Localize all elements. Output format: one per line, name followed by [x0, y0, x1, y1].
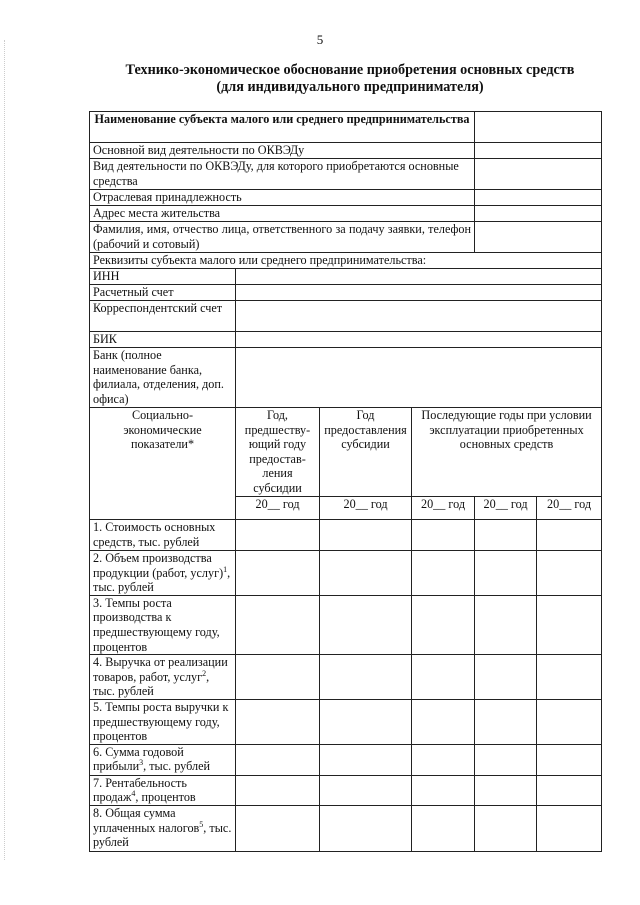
year-cell: 20__ год [412, 497, 475, 520]
bank-value[interactable] [236, 348, 602, 408]
year-cell: 20__ год [475, 497, 537, 520]
indicator-value-cell[interactable] [236, 699, 320, 744]
feasibility-form-table [89, 111, 602, 852]
page-number: 5 [316, 32, 324, 47]
indicator-unit: , тыс. рублей [93, 820, 232, 850]
bank-label: Банк (полное наименование банка, филиала, отделения, доп. офиса) [90, 348, 236, 408]
indicator-text: 8. Общая сумма уплаченных налогов [93, 805, 200, 835]
indicator-text: 7. Рентабельность продаж [93, 775, 187, 805]
contact-person-value[interactable] [475, 222, 602, 253]
indicator-rows [90, 520, 602, 852]
indicator-value-cell[interactable] [236, 775, 320, 805]
contact-person-label: Фамилия, имя, отчество лица, ответственного за подачу заявки, телефон (рабочий и сотовый) [90, 222, 475, 253]
indicator-value-cell[interactable] [475, 744, 537, 775]
bik-value[interactable] [236, 332, 602, 348]
indicator-value-cell[interactable] [537, 551, 602, 596]
corr-account-label: Корреспондентский счет [90, 301, 236, 332]
entity-name-header: Наименование субъекта малого или среднего предпринимательства [90, 112, 475, 143]
prev-year-column-header: Год, предшеству-ющий году предостав-ления субсидии [236, 408, 320, 497]
title-line-1: Технико-экономическое обоснование приобретения основных средств [125, 62, 575, 78]
corr-account-value[interactable] [236, 301, 602, 332]
indicator-value-cell[interactable] [236, 595, 320, 654]
indicator-text: 6. Сумма годовой прибыли [93, 744, 184, 774]
indicator-value-cell[interactable] [320, 595, 412, 654]
indicator-value-cell[interactable] [320, 805, 412, 851]
footnote-marker: 5 [199, 819, 204, 829]
indicator-row [90, 744, 602, 775]
indicator-value-cell[interactable] [236, 551, 320, 596]
indicator-row [90, 699, 602, 744]
footnote-marker: 2 [202, 668, 207, 678]
indicator-value-cell[interactable] [537, 775, 602, 805]
indicator-value-cell[interactable] [475, 805, 537, 851]
footnote-marker: 1 [223, 564, 228, 574]
inn-label: ИНН [90, 269, 236, 285]
indicator-value-cell[interactable] [412, 551, 475, 596]
indicator-value-cell[interactable] [475, 775, 537, 805]
indicator-value-cell[interactable] [412, 520, 475, 551]
activity-for-assets-value[interactable] [475, 159, 602, 190]
indicator-value-cell[interactable] [412, 699, 475, 744]
indicator-value-cell[interactable] [320, 775, 412, 805]
indicator-row [90, 775, 602, 805]
indicator-text: 3. Темпы роста производства к предшествующему году, процентов [93, 595, 220, 654]
indicator-text: 1. Стоимость основных средств, тыс. рублей [93, 520, 216, 549]
indicator-row [90, 655, 602, 700]
indicator-value-cell[interactable] [475, 520, 537, 551]
main-activity-value[interactable] [475, 143, 602, 159]
indicator-value-cell[interactable] [236, 520, 320, 551]
indicator-label [90, 595, 236, 654]
bik-label: БИК [90, 332, 236, 348]
indicator-value-cell[interactable] [236, 744, 320, 775]
indicator-value-cell[interactable] [537, 520, 602, 551]
indicator-unit: , тыс. рублей [143, 759, 211, 774]
indicator-text: 5. Темпы роста выручки к предшествующему году, процентов [93, 699, 229, 744]
indicator-label [90, 699, 236, 744]
indicator-value-cell[interactable] [320, 655, 412, 700]
footnote-marker: 4 [131, 789, 136, 799]
indicator-label [90, 805, 236, 851]
indicator-unit: , тыс. рублей [93, 669, 210, 699]
industry-label: Отраслевая принадлежность [90, 190, 475, 206]
indicator-value-cell[interactable] [475, 655, 537, 700]
indicator-value-cell[interactable] [412, 775, 475, 805]
indicator-value-cell[interactable] [412, 744, 475, 775]
indicator-value-cell[interactable] [537, 655, 602, 700]
year-cell: 20__ год [236, 497, 320, 520]
following-years-column-header: Последующие годы при условии эксплуатации приобретенных основных средств [412, 408, 602, 497]
indicator-value-cell[interactable] [537, 595, 602, 654]
indicator-text: 2. Объем производства продукции (работ, услуг) [93, 551, 224, 580]
indicator-label [90, 775, 236, 805]
indicator-row [90, 551, 602, 596]
indicator-row [90, 805, 602, 851]
indicator-text: 4. Выручка от реализации товаров, работ, услуг [93, 655, 228, 684]
indicator-label [90, 520, 236, 551]
address-value[interactable] [475, 206, 602, 222]
indicator-unit: , процентов [135, 790, 196, 805]
indicator-value-cell[interactable] [475, 595, 537, 654]
indicator-label [90, 655, 236, 700]
indicator-value-cell[interactable] [475, 699, 537, 744]
footnote-marker: 3 [139, 758, 144, 768]
indicators-column-header: Социально-экономические показатели* [90, 408, 236, 520]
account-label: Расчетный счет [90, 285, 236, 301]
indicator-value-cell[interactable] [320, 699, 412, 744]
indicator-unit: , тыс. рублей [93, 565, 231, 595]
indicator-value-cell[interactable] [537, 744, 602, 775]
year-cell: 20__ год [320, 497, 412, 520]
indicator-value-cell[interactable] [236, 655, 320, 700]
main-activity-label: Основной вид деятельности по ОКВЭДу [90, 143, 475, 159]
binding-margin-line [4, 40, 6, 860]
indicator-value-cell[interactable] [537, 699, 602, 744]
year-cell: 20__ год [537, 497, 602, 520]
indicator-label [90, 551, 236, 596]
indicator-value-cell[interactable] [320, 520, 412, 551]
inn-value[interactable] [236, 269, 602, 285]
indicator-value-cell[interactable] [236, 805, 320, 851]
indicator-label [90, 744, 236, 775]
indicator-value-cell[interactable] [475, 551, 537, 596]
indicator-value-cell[interactable] [412, 805, 475, 851]
subsidy-year-column-header: Год предоставления субсидии [320, 408, 412, 497]
address-label: Адрес места жительства [90, 206, 475, 222]
indicator-row [90, 520, 602, 551]
title-line-2: (для индивидуального предпринимателя) [216, 79, 484, 95]
indicator-value-cell[interactable] [320, 551, 412, 596]
document-title [60, 62, 640, 96]
indicator-row [90, 595, 602, 654]
activity-for-assets-label: Вид деятельности по ОКВЭДу, для которого приобретаются основные средства [90, 159, 475, 190]
indicator-value-cell[interactable] [537, 805, 602, 851]
entity-name-value[interactable] [475, 112, 602, 143]
requisites-header: Реквизиты субъекта малого или среднего предпринимательства: [90, 253, 602, 269]
industry-value[interactable] [475, 190, 602, 206]
indicator-value-cell[interactable] [412, 655, 475, 700]
indicator-value-cell[interactable] [412, 595, 475, 654]
indicator-value-cell[interactable] [320, 744, 412, 775]
account-value[interactable] [236, 285, 602, 301]
